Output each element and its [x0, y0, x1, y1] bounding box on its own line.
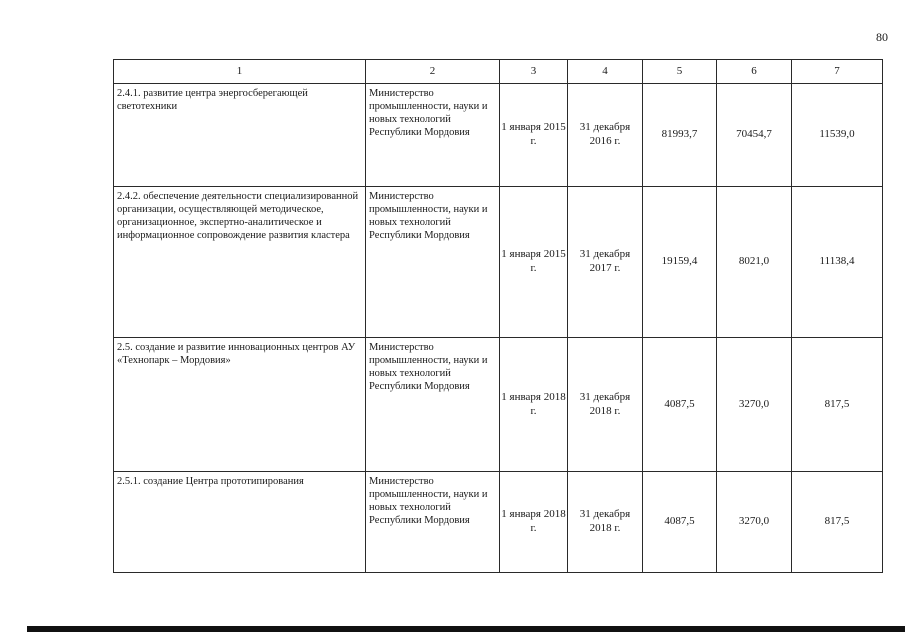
column-header: 5: [643, 60, 717, 84]
table-row: [114, 338, 883, 472]
activity-name: 2.5.1. создание Центра прототипирования: [114, 472, 366, 573]
end-date: 31 декабря 2016 г.: [568, 84, 643, 187]
value-col5: 81993,7: [643, 84, 717, 187]
value-col7: 11138,4: [792, 187, 883, 338]
end-date: 31 декабря 2018 г.: [568, 338, 643, 472]
value-col7: 817,5: [792, 338, 883, 472]
column-header: 2: [366, 60, 500, 84]
table-header-row: [114, 60, 883, 84]
column-header: 6: [717, 60, 792, 84]
program-activities-table: [113, 59, 883, 573]
activity-name: 2.4.1. развитие центра энергосберегающей светотехники: [114, 84, 366, 187]
column-header: 4: [568, 60, 643, 84]
table-row: [114, 472, 883, 573]
value-col6: 70454,7: [717, 84, 792, 187]
bottom-scan-border: [27, 626, 905, 632]
value-col6: 3270,0: [717, 472, 792, 573]
responsible-organization: Министерство промышленности, науки и новых технологий Республики Мордовия: [366, 472, 500, 573]
value-col5: 19159,4: [643, 187, 717, 338]
table-row: [114, 187, 883, 338]
responsible-organization: Министерство промышленности, науки и новых технологий Республики Мордовия: [366, 187, 500, 338]
start-date: 1 января 2015 г.: [500, 84, 568, 187]
value-col5: 4087,5: [643, 472, 717, 573]
start-date: 1 января 2018 г.: [500, 338, 568, 472]
responsible-organization: Министерство промышленности, науки и новых технологий Республики Мордовия: [366, 338, 500, 472]
column-header: 3: [500, 60, 568, 84]
end-date: 31 декабря 2018 г.: [568, 472, 643, 573]
value-col7: 817,5: [792, 472, 883, 573]
responsible-organization: Министерство промышленности, науки и новых технологий Республики Мордовия: [366, 84, 500, 187]
value-col6: 3270,0: [717, 338, 792, 472]
activity-name: 2.4.2. обеспечение деятельности специализированной организации, осуществляющей методическое, организационное, экспертно-аналитическое и информационное сопровождение развития кластера: [114, 187, 366, 338]
column-header: 1: [114, 60, 366, 84]
value-col5: 4087,5: [643, 338, 717, 472]
start-date: 1 января 2015 г.: [500, 187, 568, 338]
value-col7: 11539,0: [792, 84, 883, 187]
column-header: 7: [792, 60, 883, 84]
activity-name: 2.5. создание и развитие инновационных центров АУ «Технопарк – Мордовия»: [114, 338, 366, 472]
table-row: [114, 84, 883, 187]
page-number: 80: [876, 30, 888, 44]
end-date: 31 декабря 2017 г.: [568, 187, 643, 338]
value-col6: 8021,0: [717, 187, 792, 338]
start-date: 1 января 2018 г.: [500, 472, 568, 573]
